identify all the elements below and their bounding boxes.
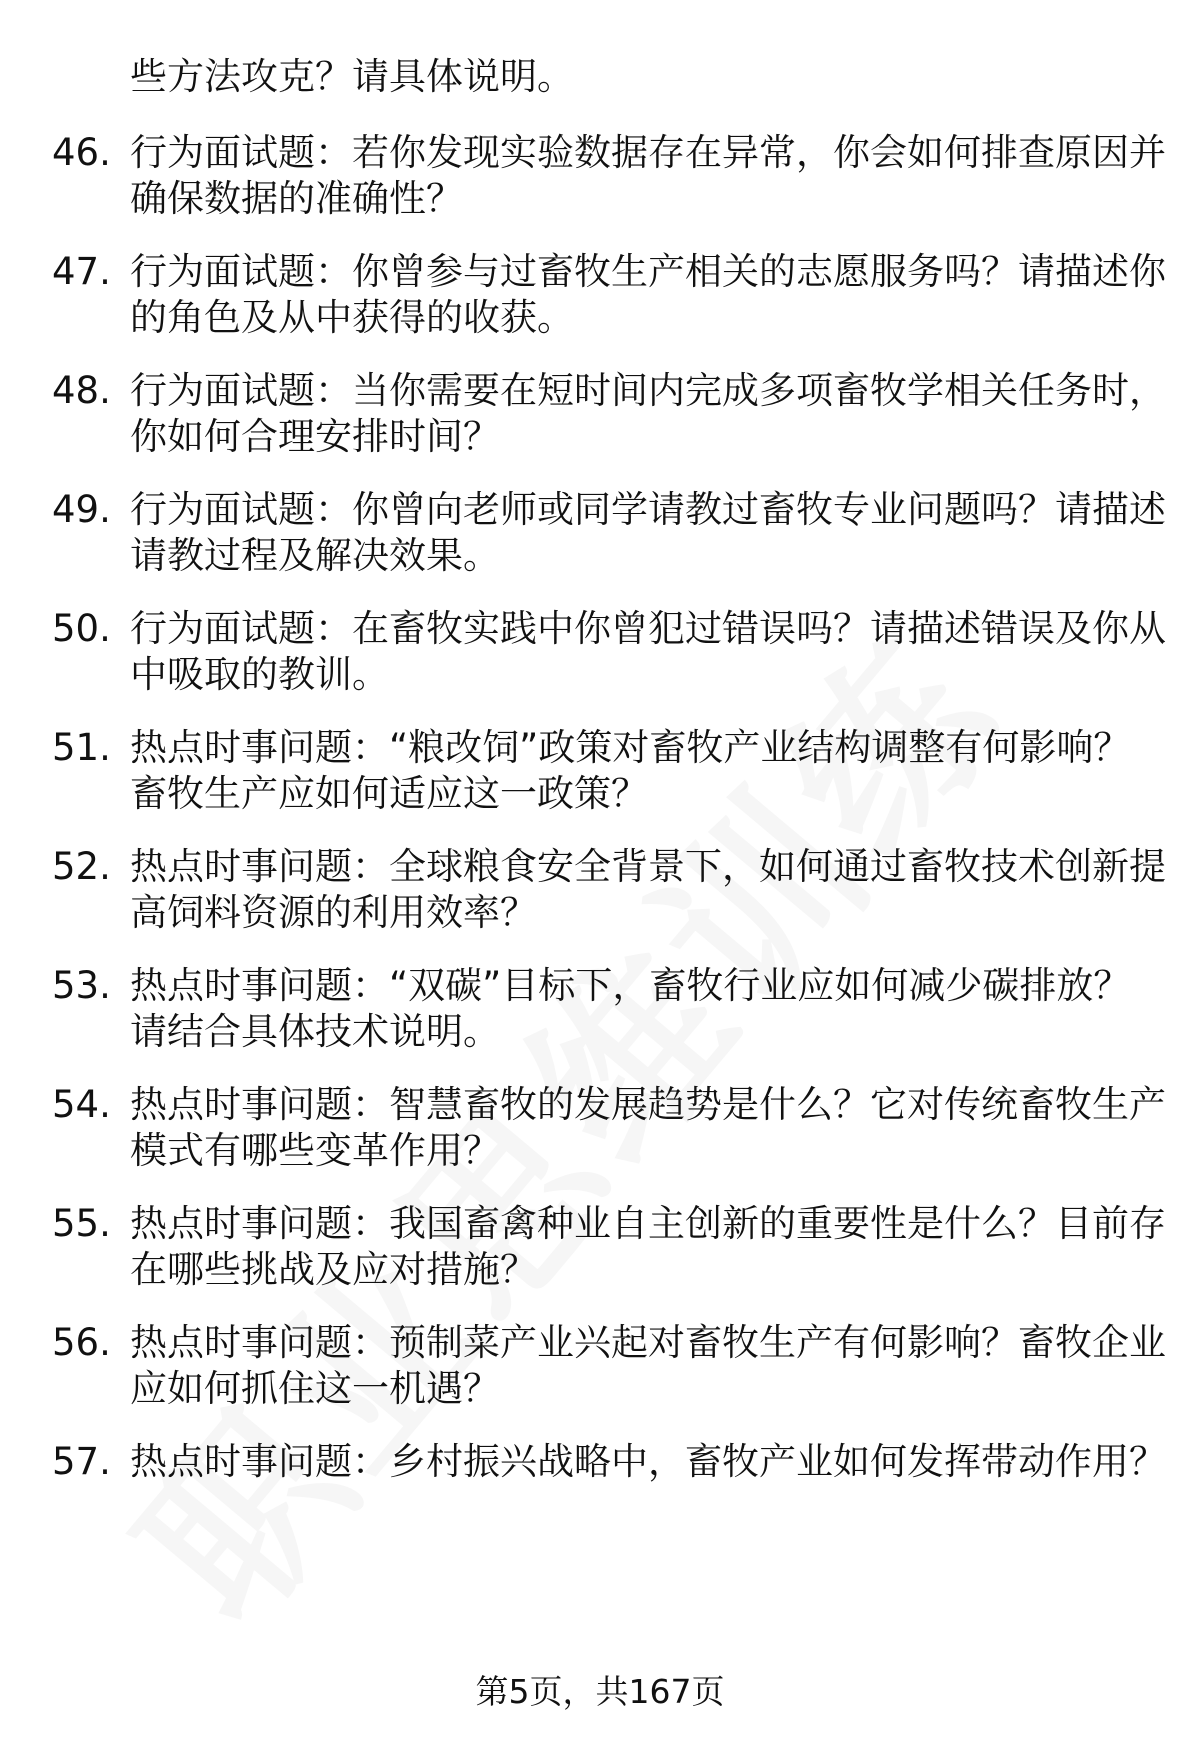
question-number: 46. <box>52 131 111 174</box>
question-number: 47. <box>52 250 111 293</box>
question-number: 49. <box>52 488 111 531</box>
question-text-line-2: 请教过程及解决效果。 <box>130 534 500 577</box>
question-text-line-1: 热点时事问题：预制菜产业兴起对畜牧生产有何影响？畜牧企业 <box>130 1321 1166 1364</box>
page-footer: 第5页，共167页 <box>475 1672 725 1711</box>
question-text-line-1: 行为面试题：在畜牧实践中你曾犯过错误吗？请描述错误及你从 <box>130 607 1166 650</box>
question-text-line-2: 应如何抓住这一机遇？ <box>130 1367 500 1410</box>
question-text-line-1: 热点时事问题：我国畜禽种业自主创新的重要性是什么？目前存 <box>130 1202 1166 1245</box>
question-text-line-1: 行为面试题：你曾向老师或同学请教过畜牧专业问题吗？请描述 <box>130 488 1166 531</box>
question-text-line-2: 模式有哪些变革作用？ <box>130 1129 500 1172</box>
question-text-line-2: 高饲料资源的利用效率？ <box>130 891 537 934</box>
question-text-line-2: 畜牧生产应如何适应这一政策？ <box>130 772 648 815</box>
question-text-line-2: 确保数据的准确性？ <box>130 177 463 220</box>
intro-continuation-line: 些方法攻克？请具体说明。 <box>130 55 574 98</box>
question-text-line-2: 在哪些挑战及应对措施？ <box>130 1248 537 1291</box>
question-number: 54. <box>52 1083 111 1126</box>
question-number: 53. <box>52 964 111 1007</box>
question-text-line-1: 热点时事问题：智慧畜牧的发展趋势是什么？它对传统畜牧生产 <box>130 1083 1166 1126</box>
question-text-line-1: 热点时事问题：乡村振兴战略中，畜牧产业如何发挥带动作用？ <box>130 1440 1166 1483</box>
question-number: 50. <box>52 607 111 650</box>
question-number: 55. <box>52 1202 111 1245</box>
question-number: 51. <box>52 726 111 769</box>
question-text-line-2: 的角色及从中获得的收获。 <box>130 296 574 339</box>
question-text-line-1: 行为面试题：你曾参与过畜牧生产相关的志愿服务吗？请描述你 <box>130 250 1166 293</box>
question-number: 57. <box>52 1440 111 1483</box>
question-text-line-2: 中吸取的教训。 <box>130 653 389 696</box>
question-text-line-1: 行为面试题：若你发现实验数据存在异常，你会如何排查原因并 <box>130 131 1166 174</box>
question-text-line-2: 请结合具体技术说明。 <box>130 1010 500 1053</box>
question-text-line-1: 热点时事问题：“双碳”目标下，畜牧行业应如何减少碳排放？ <box>130 964 1131 1007</box>
question-text-line-1: 热点时事问题：全球粮食安全背景下，如何通过畜牧技术创新提 <box>130 845 1166 888</box>
question-number: 56. <box>52 1321 111 1364</box>
question-number: 52. <box>52 845 111 888</box>
question-text-line-2: 你如何合理安排时间？ <box>130 415 500 458</box>
question-text-line-1: 行为面试题：当你需要在短时间内完成多项畜牧学相关任务时， <box>130 369 1166 412</box>
question-number: 48. <box>52 369 111 412</box>
question-text-line-1: 热点时事问题：“粮改饲”政策对畜牧产业结构调整有何影响？ <box>130 726 1131 769</box>
